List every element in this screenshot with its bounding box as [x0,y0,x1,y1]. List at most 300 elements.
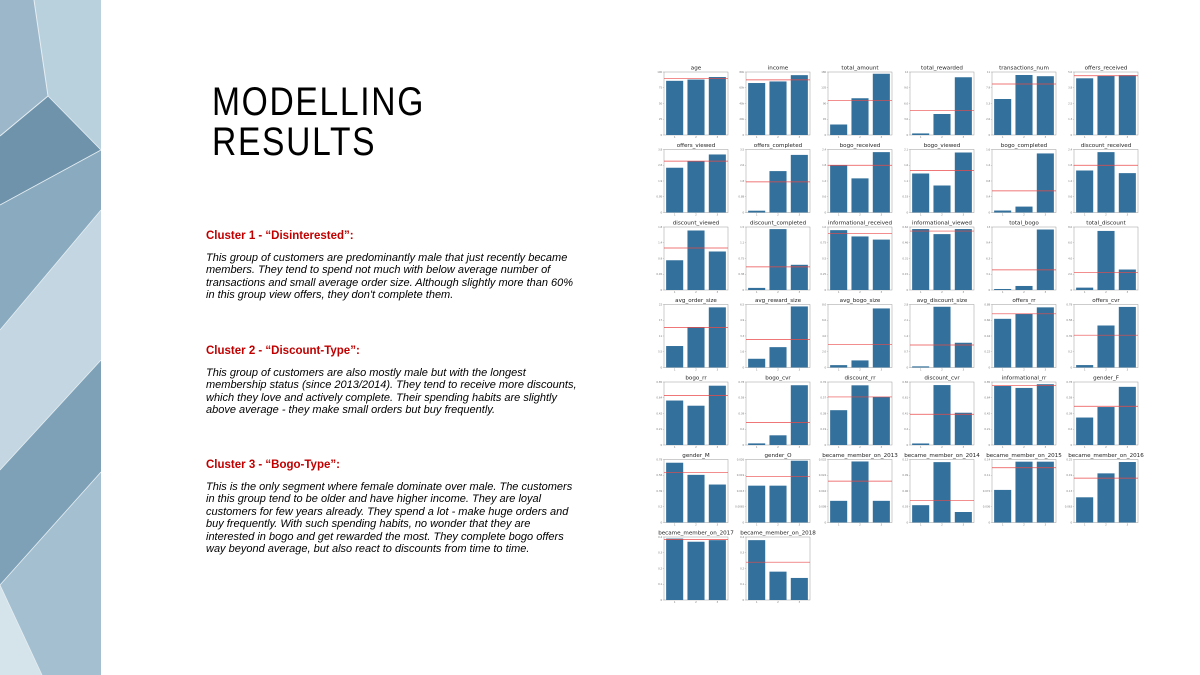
cluster-2-section [206,345,581,417]
y-tick-label: 20k [739,118,745,122]
y-tick-label: 0 [906,133,909,137]
y-tick-label: 2.0 [822,350,827,354]
chart-panel [984,376,1056,450]
y-tick-label: 4.9 [740,319,745,323]
bar [912,229,929,290]
y-tick-label: 8.0 [822,303,827,307]
y-tick-label: 7.9 [986,86,991,90]
y-tick-label: 13 [986,225,991,229]
bar [1119,387,1136,445]
y-tick-label: 3.5 [740,148,745,152]
y-tick-label: 0 [988,211,991,215]
y-tick-label: 2.4 [822,148,827,152]
y-tick-label: 0.46 [902,241,909,245]
bar [994,490,1011,523]
x-tick-label: 1 [673,368,676,372]
x-tick-label: 3 [798,291,801,294]
y-tick-label: 0.64 [984,396,991,400]
y-tick-label: 0 [906,443,909,447]
x-tick-label: 1 [1083,368,1086,372]
x-tick-label: 1 [755,601,758,604]
chart-panel [656,376,728,450]
y-tick-label: 100 [657,70,663,74]
y-tick-label: 0.75 [820,241,827,245]
x-tick-label: 1 [1083,291,1086,294]
x-tick-label: 3 [1044,446,1047,449]
x-tick-label: 2 [1023,523,1025,527]
y-tick-label: 0.78 [1066,380,1073,384]
bar [1037,307,1054,367]
bar [769,171,786,212]
bar [791,306,808,367]
y-tick-label: 0.3 [658,551,663,555]
bar [955,343,972,368]
y-tick-label: 1.6 [904,164,909,168]
y-tick-label: 2.5 [1068,102,1073,106]
y-tick-label: 0.016 [818,489,827,493]
chart-panel [1066,298,1138,372]
y-tick-label: 0.39 [738,412,745,416]
bar [709,77,726,135]
bar [748,486,765,523]
chart-panel [820,376,892,450]
x-tick-label: 1 [755,446,758,449]
bar [1015,314,1032,368]
cluster-3-description: This is the only segment where female dominate over male. The customers in this group tend to be older and have higher income. They are loyal customers for few years already. They spend a lot - make huge orders and buy frequently. With such spending habits, no wonder that they are interested in bogo and get rewarded the most. They complete bogo offers way beyond average, but also react to discounts from time to time. [206,481,573,556]
y-tick-label: 0 [988,443,991,447]
x-tick-label: 3 [716,446,719,449]
y-tick-label: 6.0 [1068,241,1073,245]
y-tick-label: 2.0 [1068,273,1073,277]
y-tick-label: 0 [988,366,991,370]
bar [873,308,890,367]
bar [666,463,683,523]
y-tick-label: 40k [739,102,745,106]
y-tick-label: 0.78 [656,458,663,462]
panel-title: became_member_on_2017 [658,530,734,537]
y-tick-label: 0.58 [738,396,745,400]
y-tick-label: 0.2 [658,567,663,571]
x-tick-label: 2 [1023,368,1025,372]
y-tick-label: 0.21 [984,428,991,432]
y-tick-label: 1.4 [904,334,909,338]
x-tick-label: 2 [1105,368,1107,372]
x-tick-label: 2 [777,368,779,372]
y-tick-label: 0.2 [1068,428,1073,432]
x-tick-label: 2 [859,291,861,294]
panel-title: became_member_on_2014 [904,453,980,459]
x-tick-label: 2 [695,136,697,139]
x-tick-label: 1 [1001,523,1004,527]
panel-title: discount_rr [844,375,876,382]
bar [791,265,808,290]
bar [748,443,765,445]
y-tick-label: 0 [824,443,827,447]
chart-panel [904,298,974,372]
x-tick-label: 1 [755,368,758,372]
y-tick-label: 1.8 [658,225,663,229]
panel-title: offers_received [1084,65,1128,72]
bar [933,234,950,290]
x-tick-label: 1 [755,213,758,217]
bar [687,406,704,445]
chart-panel [902,221,974,295]
panel-title: became_member_on_2018 [740,530,816,537]
bar [830,410,847,445]
y-tick-label: 3.1 [986,273,991,277]
x-tick-label: 3 [716,291,719,294]
y-tick-label: 75 [658,86,663,90]
bar [1076,288,1093,290]
bar [933,385,950,445]
bar [830,125,847,136]
bar [666,260,683,290]
x-tick-label: 1 [919,446,922,449]
x-tick-label: 3 [716,601,719,604]
y-tick-label: 0.88 [984,303,991,307]
x-tick-label: 1 [1083,523,1086,527]
y-tick-label: 0 [824,133,827,137]
slide-title [212,82,425,162]
cluster-3-heading: Cluster 3 - “Bogo-Type”: [206,459,340,471]
panel-title: became_member_on_2015 [986,453,1062,459]
y-tick-label: 0 [742,598,745,602]
bar [666,401,683,445]
x-tick-label: 2 [859,136,861,139]
bar [1015,462,1032,523]
x-tick-label: 3 [1126,368,1129,372]
x-tick-label: 2 [941,446,943,449]
x-tick-label: 1 [1083,446,1086,449]
panel-title: became_member_on_2013 [822,453,898,459]
chart-panel [820,221,892,295]
x-tick-label: 2 [695,601,697,604]
y-tick-label: 1.9 [658,179,663,183]
panel-title: income [767,65,789,72]
x-tick-label: 1 [1083,136,1086,139]
bar [687,327,704,367]
bar [709,252,726,291]
bar [933,307,950,368]
x-tick-label: 2 [695,523,697,527]
chart-panel [740,531,816,605]
y-tick-label: 0.0065 [735,505,745,509]
bar [1097,473,1114,522]
chart-panel [738,376,810,450]
bar [709,485,726,523]
y-tick-label: 1.1 [904,179,909,183]
chart-panel [986,221,1056,295]
bar [873,152,890,212]
y-tick-label: 0.019 [736,474,745,478]
y-tick-label: 0.22 [984,350,991,354]
x-tick-label: 1 [755,523,758,527]
x-tick-label: 1 [919,136,922,139]
bar [1119,307,1136,368]
chart-panel [821,66,892,140]
y-tick-label: 0.95 [656,195,663,199]
panel-title: bogo_rr [685,375,707,382]
cluster-2-description: This group of customers are also mostly male but with the longest membership status (since 2013/2014). They tend to receive more discounts, which they love and actively complete. Their spending habits are slightly above average - they make small orders but buy frequently. [206,367,577,417]
bar [912,366,929,367]
y-tick-label: 1.8 [822,164,827,168]
x-tick-label: 3 [798,368,801,372]
y-tick-label: 1.1 [740,241,745,245]
y-tick-label: 0.6 [822,195,827,199]
bar [1037,384,1054,445]
chart-panel [740,298,810,372]
panel-title: avg_order_size [675,298,717,304]
y-tick-label: 0.76 [820,380,827,384]
bar [748,83,765,135]
y-tick-label: 3.8 [658,148,663,152]
bar [1076,171,1093,213]
y-tick-label: 0.09 [902,474,909,478]
bar [687,542,704,600]
x-tick-label: 1 [919,368,922,372]
bar [1076,78,1093,135]
y-tick-label: 0 [1070,443,1073,447]
x-tick-label: 2 [859,213,861,217]
x-tick-label: 3 [962,291,965,294]
y-tick-label: 0.21 [656,428,663,432]
y-tick-label: 45 [822,118,827,122]
y-tick-label: 0.072 [982,489,991,493]
bar [830,165,847,212]
bar [955,512,972,523]
y-tick-label: 0.3 [740,551,745,555]
chart-panel [656,453,728,527]
y-tick-label: 25 [658,118,663,122]
panel-title: became_member_on_2016 [1068,453,1144,459]
x-tick-label: 2 [941,213,943,217]
y-tick-label: 0.19 [820,428,827,432]
bar [769,572,786,600]
x-tick-label: 3 [716,523,719,527]
y-tick-label: 0.026 [736,458,745,462]
bar [791,385,808,445]
y-tick-label: 1.5 [740,225,745,229]
decorative-side-panel [0,0,101,675]
bar [1015,286,1032,290]
chart-panel [735,453,810,527]
bar [748,288,765,290]
panel-title: total_amount [841,65,879,72]
y-tick-label: 1.3 [1068,118,1073,122]
y-tick-label: 0.75 [738,257,745,261]
bar [912,174,929,213]
y-tick-label: 0 [742,288,745,292]
chart-panel [902,453,980,527]
y-tick-label: 0.61 [902,396,909,400]
y-tick-label: 2.6 [986,118,991,122]
chart-panel [984,298,1056,372]
y-tick-label: 0 [660,366,663,370]
y-tick-label: 2.1 [904,319,909,323]
x-tick-label: 3 [716,368,719,372]
bar [912,505,929,522]
x-tick-label: 2 [695,213,697,217]
y-tick-label: 6.0 [822,319,827,323]
y-tick-label: 0.41 [902,412,909,416]
x-tick-label: 3 [962,523,965,527]
y-tick-label: 0.7 [904,350,909,354]
x-tick-label: 3 [798,213,801,217]
panel-title: discount_cvr [924,375,960,382]
y-tick-label: 0.88 [738,195,745,199]
chart-panel [902,143,974,217]
y-tick-label: 3.0 [904,118,909,122]
y-tick-label: 0.03 [902,505,909,509]
x-tick-label: 2 [1023,446,1025,449]
y-tick-label: 180 [821,70,827,74]
x-tick-label: 1 [1001,291,1004,294]
bar [873,397,890,445]
bar [687,80,704,135]
y-tick-label: 0 [1070,133,1073,137]
x-tick-label: 3 [1044,368,1047,372]
x-tick-label: 1 [837,213,840,217]
panel-title: discount_completed [749,220,807,227]
x-tick-label: 1 [755,136,758,139]
y-tick-label: 3.3 [740,334,745,338]
y-tick-label: 0 [742,133,745,137]
bar [830,501,847,523]
bar [791,461,808,523]
bar [955,77,972,135]
y-tick-label: 2.6 [740,164,745,168]
x-tick-label: 1 [1001,213,1004,217]
x-tick-label: 3 [798,523,801,527]
x-tick-label: 2 [777,601,779,604]
x-tick-label: 1 [673,291,676,294]
y-tick-label: 0.1 [658,583,663,587]
x-tick-label: 1 [673,136,676,139]
y-tick-label: 0 [742,521,745,525]
bar [687,475,704,523]
y-tick-label: 8.0 [1068,225,1073,229]
y-tick-label: 1.0 [822,225,827,229]
x-tick-label: 2 [777,136,779,139]
chart-panel [822,143,892,217]
bar [666,168,683,213]
y-tick-label: 1.6 [986,148,991,152]
y-tick-label: 0.78 [1066,303,1073,307]
panel-title: gender_O [764,453,792,459]
bar [687,231,704,291]
y-tick-label: 11 [658,334,663,338]
bar [933,462,950,522]
chart-panel [739,66,810,140]
y-tick-label: 4.0 [822,334,827,338]
panel-title: bogo_completed [1000,143,1048,149]
bar [1037,153,1054,212]
bar [769,347,786,367]
bar [709,386,726,445]
cluster-1-description: This group of customers are predominantly male that just recently became members. They tend to spend not much with below average number of transactions and small average order size. Although slightly more than 60% in this group view offers, they don't complete them. [206,252,574,302]
chart-panel [983,453,1062,527]
bar [912,443,929,445]
y-tick-label: 0.58 [1066,396,1073,400]
bar [1015,388,1032,445]
y-tick-label: 135 [821,86,827,90]
y-tick-label: 0.39 [1066,334,1073,338]
panel-title: avg_reward_size [754,298,802,304]
y-tick-label: 2.8 [658,164,663,168]
bar [1076,497,1093,522]
y-tick-label: 0 [660,598,663,602]
bar [955,153,972,213]
chart-panel [1068,221,1138,295]
slide-title-line: MODELLING [212,80,426,124]
panel-title: offers_viewed [676,143,716,149]
bar [791,75,808,135]
y-tick-label: 0.6 [1068,195,1073,199]
y-tick-label: 0 [824,521,827,525]
bar [769,435,786,445]
panel-title: age [690,65,702,72]
bar [1119,173,1136,212]
cluster-feature-bar-charts [650,60,1170,620]
bar [994,319,1011,368]
x-tick-label: 3 [1044,291,1047,294]
y-tick-label: 1.2 [986,164,991,168]
x-tick-label: 2 [941,291,943,294]
x-tick-label: 2 [941,523,943,527]
bar [830,230,847,290]
chart-panel [738,143,810,217]
x-tick-label: 2 [1105,213,1107,217]
y-tick-label: 1.2 [1068,179,1073,183]
x-tick-label: 1 [919,523,922,527]
x-tick-label: 2 [777,213,779,217]
x-tick-label: 1 [837,368,840,372]
y-tick-label: 5.3 [986,102,991,106]
y-tick-label: 0.31 [902,257,909,261]
x-tick-label: 3 [798,136,801,139]
bar [1097,231,1114,290]
bar [994,211,1011,213]
x-tick-label: 3 [880,213,883,217]
x-tick-label: 2 [777,523,779,527]
y-tick-label: 0 [1070,211,1073,215]
chart-panel [658,298,728,372]
y-tick-label: 0 [1070,366,1073,370]
bar [1037,230,1054,290]
x-tick-label: 2 [1023,291,1025,294]
y-tick-label: 0.14 [984,458,991,462]
bar [687,161,704,212]
panel-title: gender_F [1093,375,1119,382]
x-tick-label: 1 [1083,213,1086,217]
panel-title: informational_rr [1001,375,1047,382]
y-tick-label: 9.4 [986,241,991,245]
bar [994,386,1011,445]
y-tick-label: 0 [906,366,909,370]
bar [1037,76,1054,135]
bar [1037,462,1054,523]
bar [873,501,890,523]
y-tick-label: 0.1 [740,583,745,587]
y-tick-label: 12 [904,70,909,74]
y-tick-label: 0.19 [1066,474,1073,478]
y-tick-label: 0.013 [736,489,745,493]
panel-title: avg_discount_size [916,298,968,304]
chart-panel [986,143,1056,217]
x-tick-label: 2 [1105,446,1107,449]
y-tick-label: 0.78 [738,380,745,384]
x-tick-label: 2 [859,368,861,372]
